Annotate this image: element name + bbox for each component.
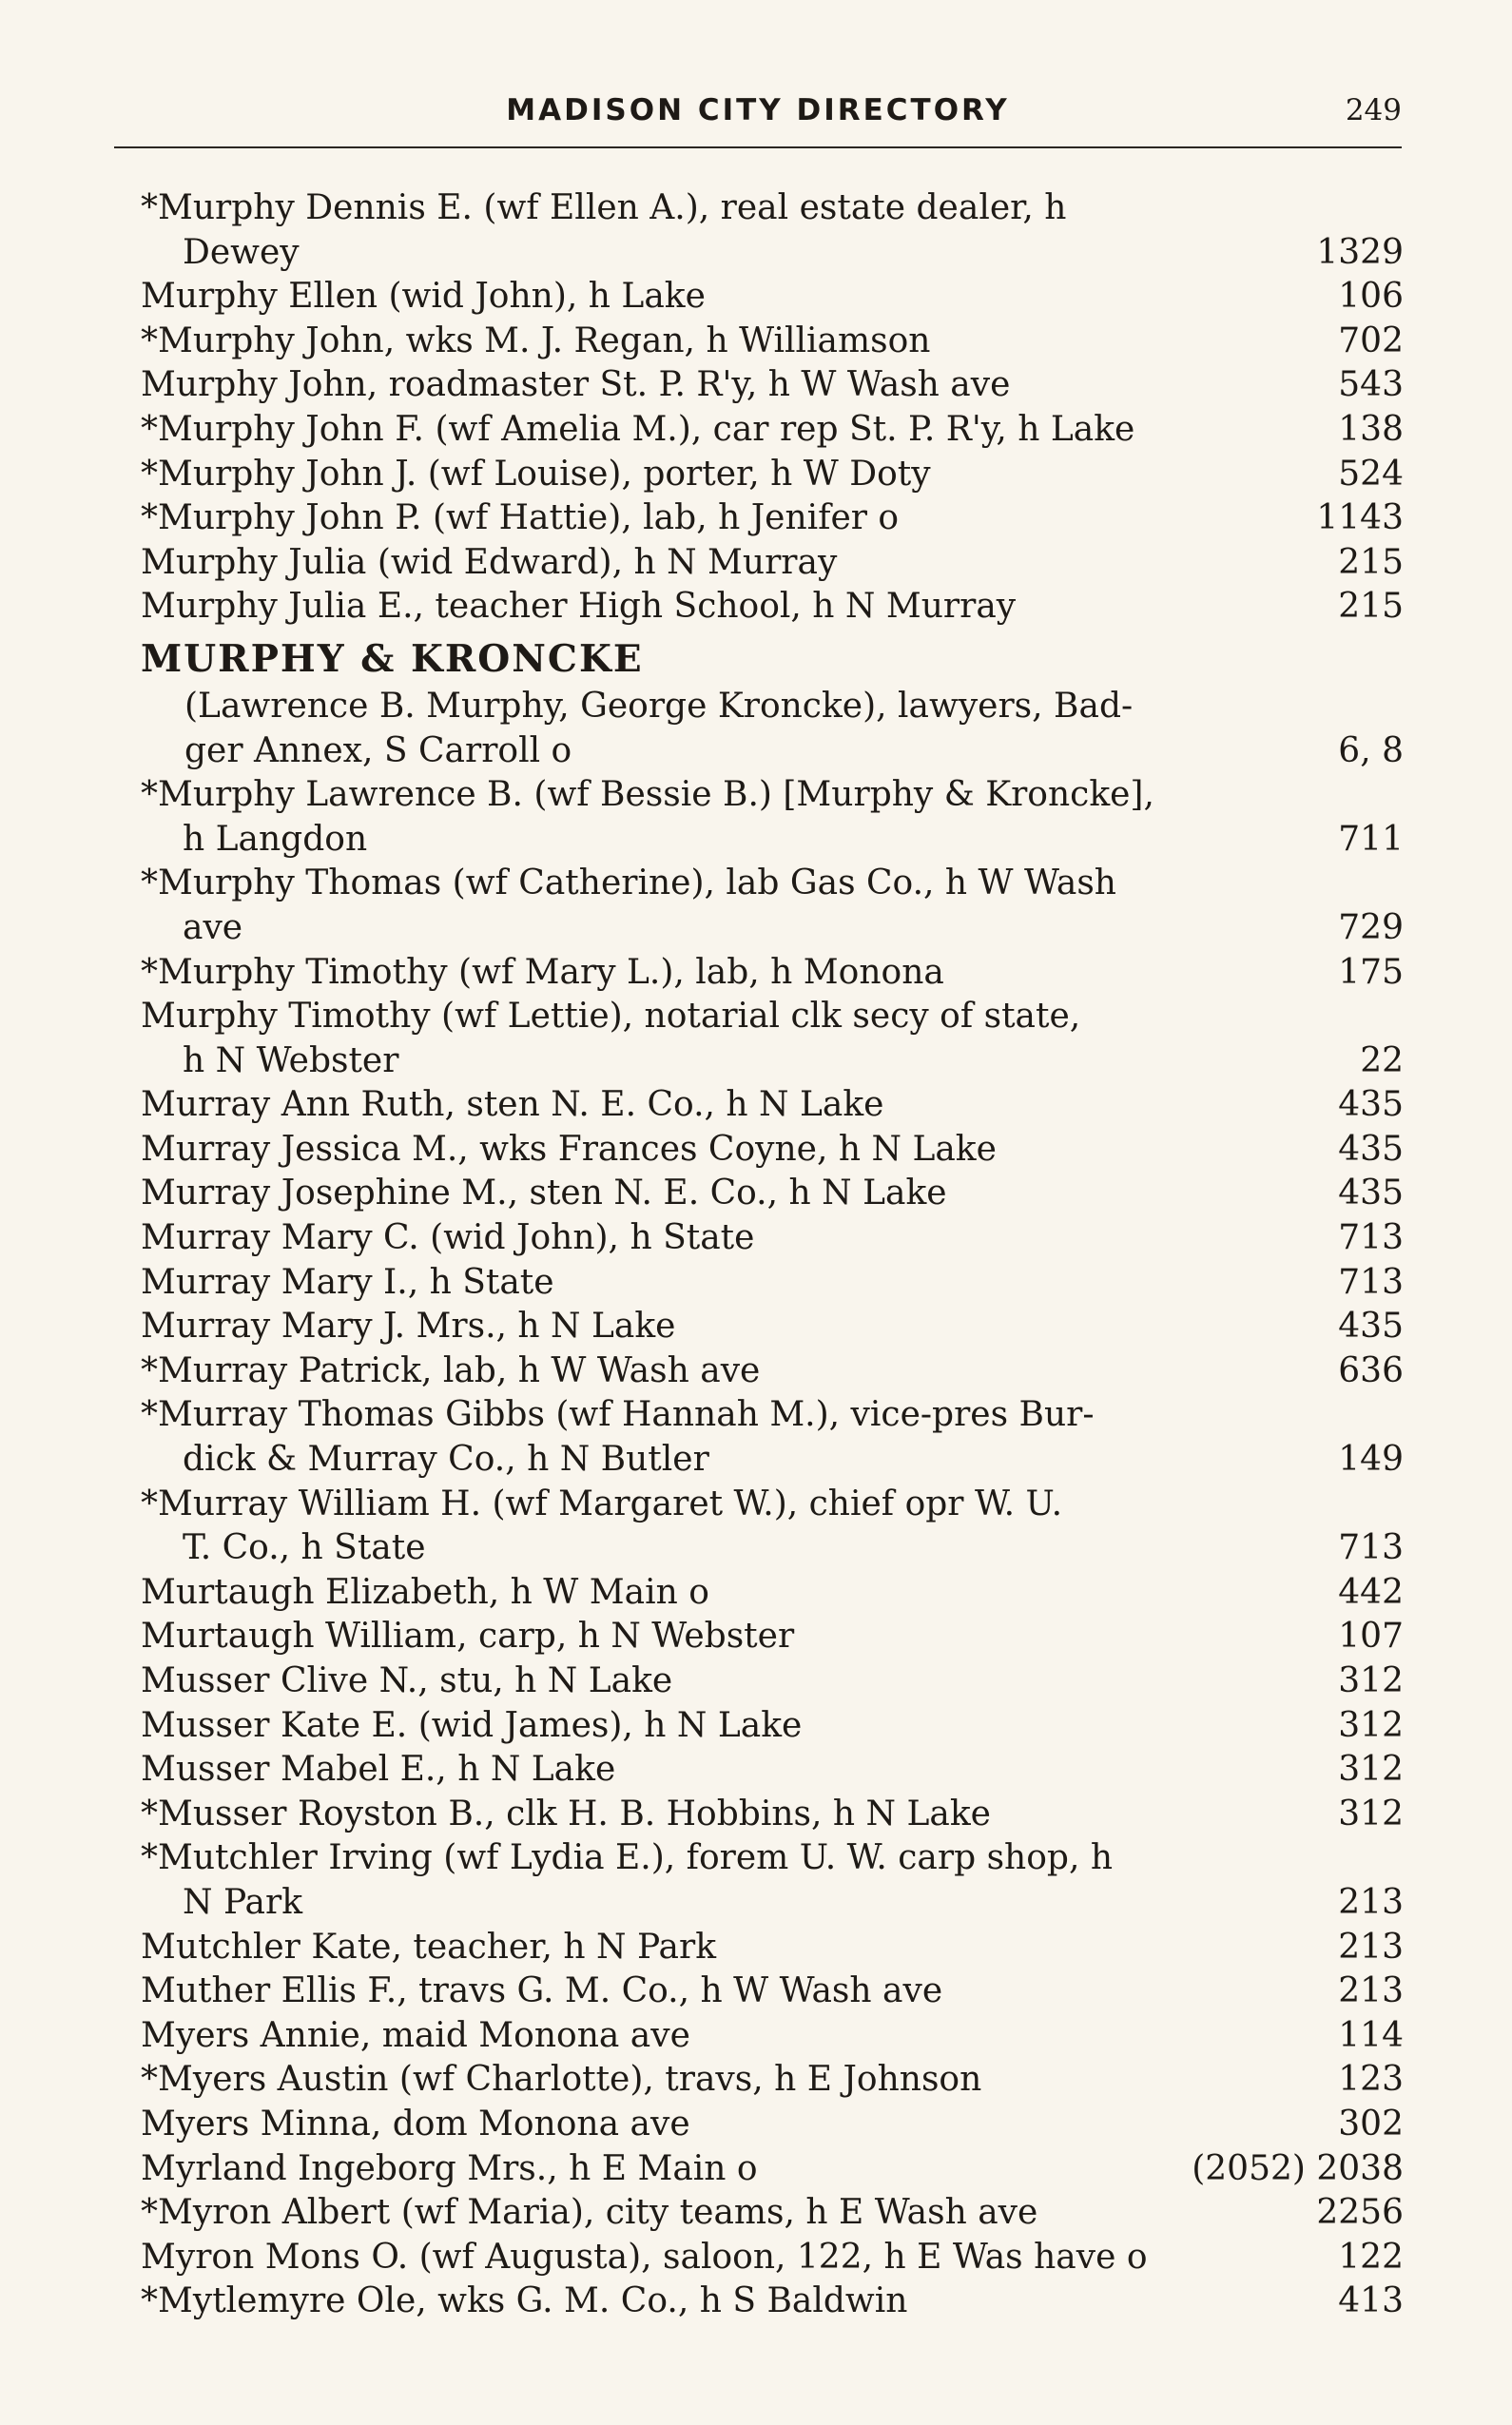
directory-entry — [114, 773, 1404, 862]
entry-line-text: Murphy Ellen (wid John), h Lake — [141, 277, 706, 317]
entry-continuation — [114, 1438, 1404, 1483]
firm-name: MURPHY & KRONCKE — [141, 636, 644, 681]
directory-entry — [114, 2236, 1404, 2280]
directory-entry — [114, 2014, 1404, 2059]
page-number: 249 — [1345, 93, 1402, 127]
entry-line-text: Murtaugh William, carp, h N Webster — [141, 1617, 795, 1657]
entry-line-text: Muther Ellis F., travs G. M. Co., h W Wash ave — [141, 1971, 943, 2011]
directory-entry — [114, 1926, 1404, 1970]
entry-line-text: *Myron Albert (wf Maria), city teams, h E Wash ave — [141, 2193, 1038, 2233]
directory-entry — [114, 951, 1404, 996]
house-number: 442 — [1338, 1572, 1404, 1612]
directory-entry — [114, 862, 1404, 950]
house-number: 729 — [1338, 907, 1404, 947]
entry-line-text: Myron Mons O. (wf Augusta), saloon, 122, h E Was have o — [141, 2237, 1148, 2277]
entry-text — [114, 1836, 1404, 1881]
entry-continuation — [114, 1881, 1404, 1926]
directory-entry — [114, 541, 1404, 586]
entry-text — [114, 1305, 1404, 1349]
entry-line-text: Murtaugh Elizabeth, h W Main o — [141, 1572, 709, 1612]
entry-text — [114, 2280, 1404, 2324]
house-number: 6, 8 — [1338, 730, 1404, 770]
directory-entry — [114, 496, 1404, 541]
entry-line-text: Musser Mabel E., h N Lake — [141, 1750, 616, 1790]
entry-line-text: *Murphy John, wks M. J. Regan, h Williamson — [141, 320, 931, 360]
directory-entry — [114, 453, 1404, 497]
house-number: 312 — [1338, 1794, 1404, 1833]
entry-continuation — [114, 1039, 1404, 1084]
entry-line-text: *Murray Patrick, lab, h W Wash ave — [141, 1350, 761, 1390]
entry-text — [114, 1483, 1404, 1527]
directory-entry — [114, 2280, 1404, 2324]
entry-line-text: Musser Clive N., stu, h N Lake — [141, 1661, 673, 1700]
directory-entry — [114, 1793, 1404, 1837]
entry-text — [114, 1748, 1404, 1793]
entry-continuation — [114, 231, 1404, 276]
directory-entry — [114, 1305, 1404, 1349]
entry-line-text: Murray Mary J. Mrs., h N Lake — [141, 1307, 676, 1347]
entry-line-text: Murray Ann Ruth, sten N. E. Co., h N Lake — [141, 1085, 884, 1125]
entry-text — [114, 1926, 1404, 1970]
entry-continuation — [114, 818, 1404, 863]
directory-entry — [114, 2147, 1404, 2192]
house-number: 435 — [1338, 1307, 1404, 1347]
entry-line-text: dick & Murray Co., h N Butler — [183, 1440, 709, 1480]
entry-continuation — [114, 1526, 1404, 1571]
house-number: 123 — [1338, 2060, 1404, 2100]
entry-line-text: *Murphy Lawrence B. (wf Bessie B.) [Murphy & Kroncke], — [141, 775, 1154, 815]
entry-text — [114, 1969, 1404, 2014]
entry-line-text: *Murphy Thomas (wf Catherine), lab Gas Co., h W Wash — [141, 863, 1116, 903]
directory-entry — [114, 1393, 1404, 1482]
house-number: (2052) 2038 — [1192, 2148, 1404, 2188]
entry-line-text: Murphy Julia E., teacher High School, h N Murray — [141, 587, 1017, 627]
entry-line-text: *Murray William H. (wf Margaret W.), chief opr W. U. — [141, 1484, 1063, 1523]
entry-text — [114, 585, 1404, 630]
house-number: 543 — [1338, 365, 1404, 405]
house-number: 1143 — [1316, 498, 1404, 538]
entry-line-text: Dewey — [183, 232, 300, 272]
directory-entry — [114, 1748, 1404, 1793]
house-number: 213 — [1338, 1927, 1404, 1967]
entry-text — [114, 2014, 1404, 2059]
entry-text — [114, 1172, 1404, 1216]
house-number: 138 — [1338, 409, 1404, 449]
directory-entry — [114, 1083, 1404, 1128]
entry-text — [114, 1083, 1404, 1128]
entry-line-text: Myers Minna, dom Monona ave — [141, 2104, 690, 2144]
house-number: 122 — [1338, 2237, 1404, 2277]
directory-entry — [114, 1571, 1404, 1616]
entry-text — [114, 1349, 1404, 1394]
entry-line-text: Murphy Timothy (wf Lettie), notarial clk secy of state, — [141, 997, 1081, 1037]
entry-text — [114, 1704, 1404, 1749]
entry-line-text: h Langdon — [183, 819, 368, 859]
entry-text — [114, 408, 1404, 453]
house-number: 413 — [1338, 2281, 1404, 2321]
entry-line-text: Musser Kate E. (wid James), h N Lake — [141, 1705, 803, 1745]
entry-line-text: *Murphy John F. (wf Amelia M.), car rep St. P. R'y, h Lake — [141, 409, 1135, 449]
entry-text — [114, 995, 1404, 1039]
directory-entry — [114, 1483, 1404, 1571]
house-number: 175 — [1338, 952, 1404, 992]
entry-text — [114, 1615, 1404, 1659]
house-number: 636 — [1338, 1350, 1404, 1390]
directory-entry — [114, 2103, 1404, 2147]
entry-line-text: *Murray Thomas Gibbs (wf Hannah M.), vice-pres Bur- — [141, 1395, 1095, 1435]
entry-line-text: Murphy John, roadmaster St. P. R'y, h W Wash ave — [141, 365, 1011, 405]
entry-line-text: *Murphy John P. (wf Hattie), lab, h Jenifer o — [141, 498, 900, 538]
house-number: 713 — [1338, 1218, 1404, 1258]
entry-text — [114, 453, 1404, 497]
directory-entry — [114, 2191, 1404, 2236]
entry-text — [114, 1793, 1404, 1837]
entry-line-text: *Murphy Timothy (wf Mary L.), lab, h Monona — [141, 952, 944, 992]
entry-line-text: Murphy Julia (wid Edward), h N Murray — [141, 542, 838, 582]
house-number: 302 — [1338, 2104, 1404, 2144]
house-number: 114 — [1338, 2015, 1404, 2055]
directory-entries — [114, 186, 1404, 2324]
house-number: 213 — [1338, 1882, 1404, 1922]
entry-line-text: *Myers Austin (wf Charlotte), travs, h E Johnson — [141, 2060, 982, 2100]
entry-text — [114, 275, 1404, 320]
house-number: 711 — [1338, 819, 1404, 859]
directory-entry — [114, 320, 1404, 364]
entry-text — [114, 2103, 1404, 2147]
page-header — [114, 87, 1402, 135]
directory-entry — [114, 1836, 1404, 1925]
entry-line-text: (Lawrence B. Murphy, George Kroncke), lawyers, Bad- — [184, 686, 1134, 726]
house-number: 713 — [1338, 1262, 1404, 1302]
entry-continuation — [114, 906, 1404, 951]
directory-entry — [114, 1615, 1404, 1659]
entry-text — [114, 2191, 1404, 2236]
directory-entry — [114, 408, 1404, 453]
directory-entry — [114, 1349, 1404, 1394]
entry-text — [114, 186, 1404, 231]
entry-text — [114, 1261, 1404, 1306]
house-number: 22 — [1360, 1040, 1404, 1080]
entry-text — [114, 496, 1404, 541]
entry-line-text: Myrland Ingeborg Mrs., h E Main o — [141, 2148, 758, 2188]
house-number: 213 — [1338, 1971, 1404, 2011]
directory-entry — [114, 1969, 1404, 2014]
entry-line-text: Mutchler Kate, teacher, h N Park — [141, 1927, 717, 1967]
entry-text — [114, 685, 1404, 729]
header-rule — [114, 146, 1402, 148]
house-number: 1329 — [1316, 232, 1404, 272]
house-number: 149 — [1338, 1440, 1404, 1480]
entry-text — [114, 1659, 1404, 1704]
house-number: 312 — [1338, 1705, 1404, 1745]
entry-line-text: Myers Annie, maid Monona ave — [141, 2015, 690, 2055]
directory-entry — [114, 1261, 1404, 1306]
house-number: 713 — [1338, 1528, 1404, 1568]
entry-text — [114, 2147, 1404, 2192]
house-number: 2256 — [1316, 2193, 1404, 2233]
entry-text — [114, 1571, 1404, 1616]
house-number: 107 — [1338, 1617, 1404, 1657]
entry-line-text: h N Webster — [183, 1040, 399, 1080]
directory-entry — [114, 186, 1404, 275]
house-number: 435 — [1338, 1085, 1404, 1125]
firm-entry — [114, 633, 1404, 773]
entry-text — [114, 541, 1404, 586]
entry-continuation — [114, 729, 1404, 774]
directory-entry — [114, 585, 1404, 630]
entry-text — [114, 2236, 1404, 2280]
entry-line-text: Murray Mary I., h State — [141, 1262, 554, 1302]
entry-text — [114, 1393, 1404, 1438]
entry-line-text: Murray Josephine M., sten N. E. Co., h N Lake — [141, 1174, 947, 1213]
directory-entry — [114, 1659, 1404, 1704]
directory-entry — [114, 1704, 1404, 1749]
entry-line-text: ger Annex, S Carroll o — [184, 730, 572, 770]
house-number: 435 — [1338, 1174, 1404, 1213]
running-title: MADISON CITY DIRECTORY — [506, 93, 1010, 127]
entry-text — [114, 1216, 1404, 1261]
directory-entry — [114, 1216, 1404, 1261]
directory-entry — [114, 275, 1404, 320]
entry-text — [114, 1128, 1404, 1173]
house-number: 215 — [1338, 542, 1404, 582]
directory-entry — [114, 1172, 1404, 1216]
entry-text — [114, 363, 1404, 408]
directory-entry — [114, 1128, 1404, 1173]
entry-text — [114, 773, 1404, 818]
entry-text — [114, 2058, 1404, 2103]
directory-entry — [114, 2058, 1404, 2103]
entry-line-text: ave — [183, 907, 243, 947]
house-number: 435 — [1338, 1129, 1404, 1169]
entry-line-text: *Mutchler Irving (wf Lydia E.), forem U. W. carp shop, h — [141, 1838, 1114, 1878]
entry-line-text: N Park — [183, 1882, 303, 1922]
entry-line-text: Murray Mary C. (wid John), h State — [141, 1218, 755, 1258]
entry-text — [114, 951, 1404, 996]
entry-line-text: *Musser Royston B., clk H. B. Hobbins, h N Lake — [141, 1794, 991, 1833]
house-number: 215 — [1338, 587, 1404, 627]
house-number: 524 — [1338, 454, 1404, 494]
entry-line-text: *Murphy Dennis E. (wf Ellen A.), real estate dealer, h — [141, 188, 1067, 227]
house-number: 106 — [1338, 277, 1404, 317]
house-number: 312 — [1338, 1661, 1404, 1700]
directory-entry — [114, 363, 1404, 408]
entry-text — [114, 320, 1404, 364]
house-number: 702 — [1338, 320, 1404, 360]
directory-entry — [114, 995, 1404, 1083]
entry-line-text: *Murphy John J. (wf Louise), porter, h W Doty — [141, 454, 931, 494]
house-number: 312 — [1338, 1750, 1404, 1790]
entry-line-text: Murray Jessica M., wks Frances Coyne, h N Lake — [141, 1129, 997, 1169]
entry-line-text: T. Co., h State — [183, 1528, 426, 1568]
entry-line-text: *Mytlemyre Ole, wks G. M. Co., h S Baldwin — [141, 2281, 908, 2321]
entry-text — [114, 862, 1404, 906]
